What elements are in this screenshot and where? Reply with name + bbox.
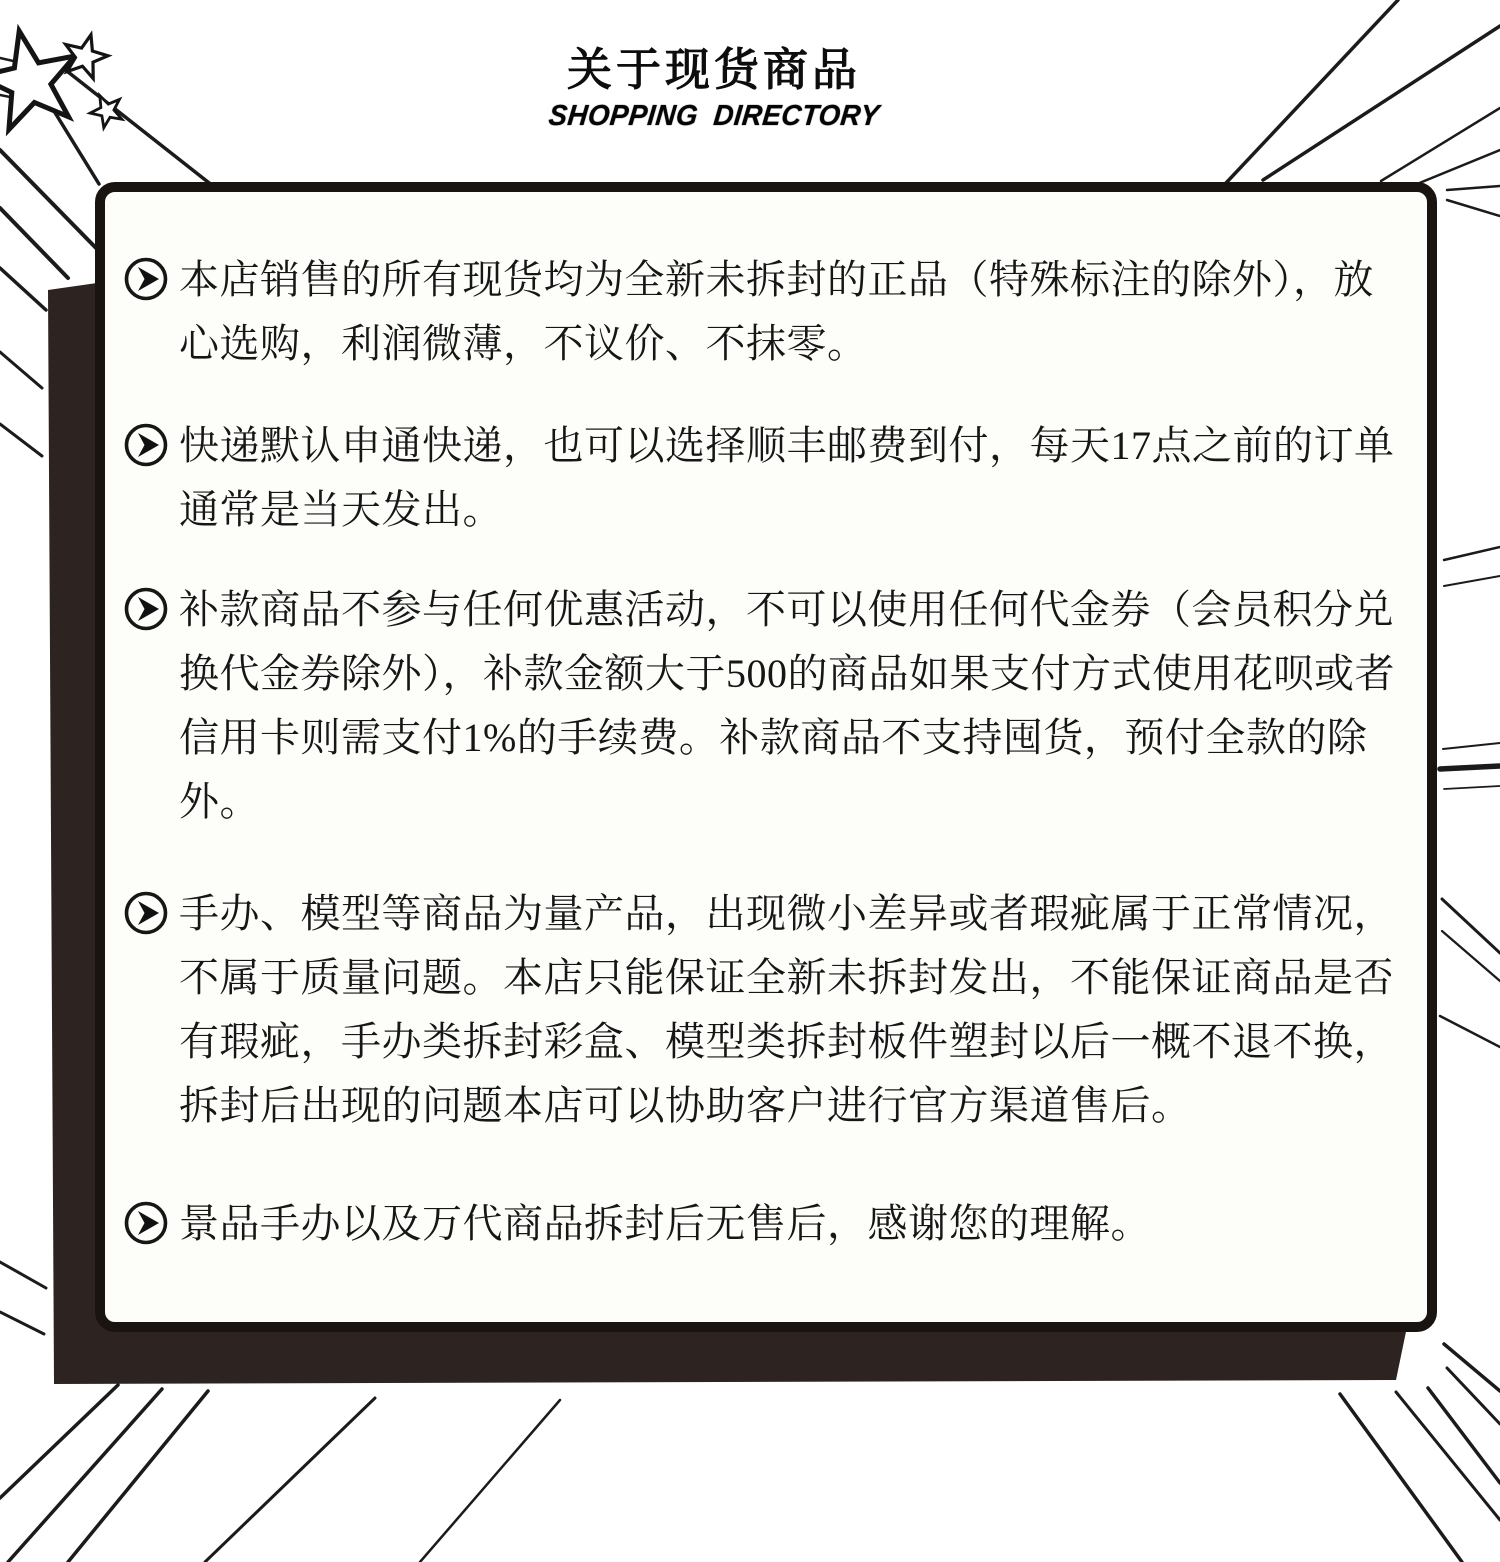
notice-item <box>119 248 1399 376</box>
notice-text: 快递默认申通快递，也可以选择顺丰邮费到付，每天17点之前的订单通常是当天发出。 <box>179 423 1395 532</box>
arrow-right-circle-icon <box>123 890 169 936</box>
arrow-right-circle-icon <box>123 422 169 468</box>
page-subtitle: SHOPPING DIRECTORY <box>547 100 881 133</box>
notice-item <box>119 578 1399 834</box>
notice-text: 补款商品不参与任何优惠活动，不可以使用任何代金券（会员积分兑换代金券除外），补款金额大于500的商品如果支付方式使用花呗或者信用卡则需支付1%的手续费。补款商品不支持囤货，预付全款的除外。 <box>179 587 1395 824</box>
arrow-right-circle-icon <box>123 586 169 632</box>
notice-text: 本店销售的所有现货均为全新未拆封的正品（特殊标注的除外），放心选购，利润微薄，不议价、不抹零。 <box>179 257 1374 366</box>
notice-panel <box>95 182 1437 1332</box>
arrow-right-circle-icon <box>123 1200 169 1246</box>
page-title: 关于现货商品 <box>566 45 861 95</box>
notice-text: 景品手办以及万代商品拆封后无售后，感谢您的理解。 <box>179 1201 1151 1246</box>
notice-item <box>119 414 1399 542</box>
notice-item <box>119 882 1399 1138</box>
notice-text: 手办、模型等商品为量产品，出现微小差异或者瑕疵属于正常情况，不属于质量问题。本店只能保证全新未拆封发出，不能保证商品是否有瑕疵，手办类拆封彩盒、模型类拆封板件塑封以后一概不退不换，拆封后出现的问题本店可以协助客户进行官方渠道售后。 <box>179 891 1394 1128</box>
header <box>0 42 1428 133</box>
arrow-right-circle-icon <box>123 256 169 302</box>
notice-item <box>119 1192 1399 1256</box>
